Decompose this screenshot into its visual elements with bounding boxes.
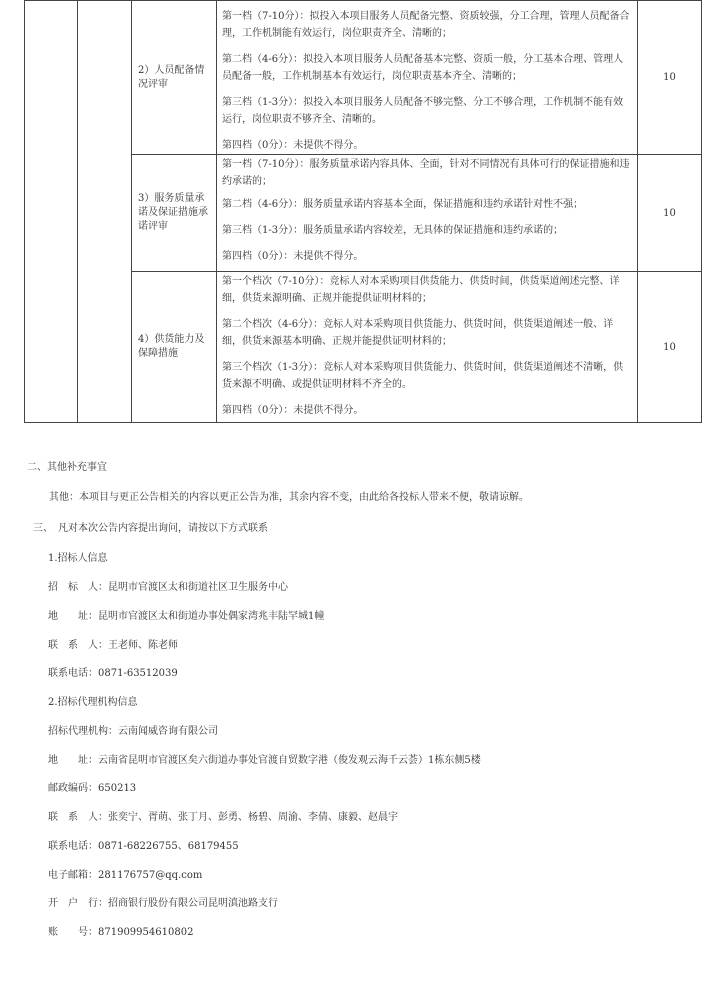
table-row: [25, 1, 702, 155]
score-cell: 10: [638, 272, 702, 423]
contact-line: 地 址：云南省昆明市官渡区矣六街道办事处官渡自贸数字港（俊发观云海千云荟）1栋东侧5楼: [48, 755, 481, 766]
level-text: 第二个档次（4-6分）：竞标人对本采购项目供货能力、供货时间，供货渠道阐述一般、详细，供货来源基本明确、正规并能提供证明材料的；: [222, 319, 614, 347]
score-cell: 10: [638, 1, 702, 155]
item-cell: [132, 272, 217, 423]
level-text: 第一个档次（7-10分）：竞标人对本采购项目供货能力、供货时间，供货渠道阐述完整、详细，供货来源明确、正规并能提供证明材料的；: [222, 276, 620, 304]
item-label: 3）服务质量承诺及保证措施承诺评审: [138, 193, 208, 232]
item-cell: [132, 155, 217, 272]
level-text: 第二档（4-6分）：服务质量承诺内容基本全面，保证措施和违约承诺针对性不强；: [222, 199, 584, 210]
paragraph: 其他：本项目与更正公告相关的内容以更正公告为准，其余内容不变，由此给各投标人带来不便，敬请谅解。: [49, 492, 529, 503]
desc-cell: [217, 155, 638, 272]
level-text: 第一档（7-10分）：服务质量承诺内容具体、全面，针对不同情况有具体可行的保证措施和违约承诺的；: [222, 159, 630, 187]
subheading: 2.招标代理机构信息: [48, 697, 138, 708]
level-text: 第三档（1-3分）：拟投入本项目服务人员配备不够完整、分工不够合理，工作机制不能有效运行，岗位职责不够齐全、清晰的。: [222, 97, 624, 125]
subheading: 1.招标人信息: [48, 553, 108, 564]
contact-line: 联系电话：0871-63512039: [48, 668, 178, 679]
item-label: 4）供货能力及保障措施: [138, 334, 205, 359]
level-text: 第四档（0分）：未提供不得分。: [222, 140, 364, 151]
contact-line: 开 户 行：招商银行股份有限公司昆明滇池路支行: [48, 898, 278, 909]
contact-line: 招标代理机构：云南闻威咨询有限公司: [48, 726, 218, 737]
contact-line: 邮政编码：650213: [48, 783, 137, 794]
contact-line: 地 址：昆明市官渡区太和街道办事处偶家湾兆丰陆罕城1幢: [48, 611, 325, 622]
level-text: 第四档（0分）：未提供不得分。: [222, 405, 364, 416]
section-heading: 二、其他补充事宜: [27, 462, 107, 473]
contact-line: 招 标 人：昆明市官渡区太和街道社区卫生服务中心: [48, 582, 288, 593]
contact-line: 电子邮箱：281176757@qq.com: [48, 870, 203, 881]
category-cell: [78, 1, 132, 423]
contact-line: 联 系 人：张奕宁、胥萌、张丁月、彭勇、杨碧、周渝、李倩、康毅、赵晨宇: [48, 812, 398, 823]
blank-cell: [25, 1, 78, 423]
level-text: 第四档（0分）：未提供不得分。: [222, 251, 364, 262]
item-cell: [132, 1, 217, 155]
item-label: 2）人员配备情况评审: [138, 64, 205, 90]
section-heading: 三、 凡对本次公告内容提出询问，请按以下方式联系: [33, 523, 268, 534]
contact-line: 账 号：871909954610802: [48, 927, 194, 938]
contact-line: 联系电话：0871-68226755、68179455: [48, 841, 239, 852]
level-text: 第一档（7-10分）：拟投入本项目服务人员配备完整、资质较强，分工合理，管理人员配备合理，工作机制能有效运行，岗位职责齐全、清晰的；: [222, 11, 630, 39]
level-text: 第二档（4-6分）：拟投入本项目服务人员配备基本完整、资质一般，分工基本合理、管理人员配备一般，工作机制基本有效运行，岗位职责基本齐全、清晰的；: [222, 54, 624, 82]
contact-line: 联 系 人：王老师、陈老师: [48, 640, 178, 651]
desc-cell: [217, 272, 638, 423]
level-text: 第三个档次（1-3分）：竞标人对本采购项目供货能力、供货时间，供货渠道阐述不清晰，供货来源不明确、或提供证明材料不齐全的。: [222, 362, 624, 390]
score-cell: 10: [638, 155, 702, 272]
desc-cell: [217, 1, 638, 155]
scoring-table: [24, 0, 702, 423]
level-text: 第三档（1-3分）：服务质量承诺内容较差，无具体的保证措施和违约承诺的；: [222, 225, 564, 236]
